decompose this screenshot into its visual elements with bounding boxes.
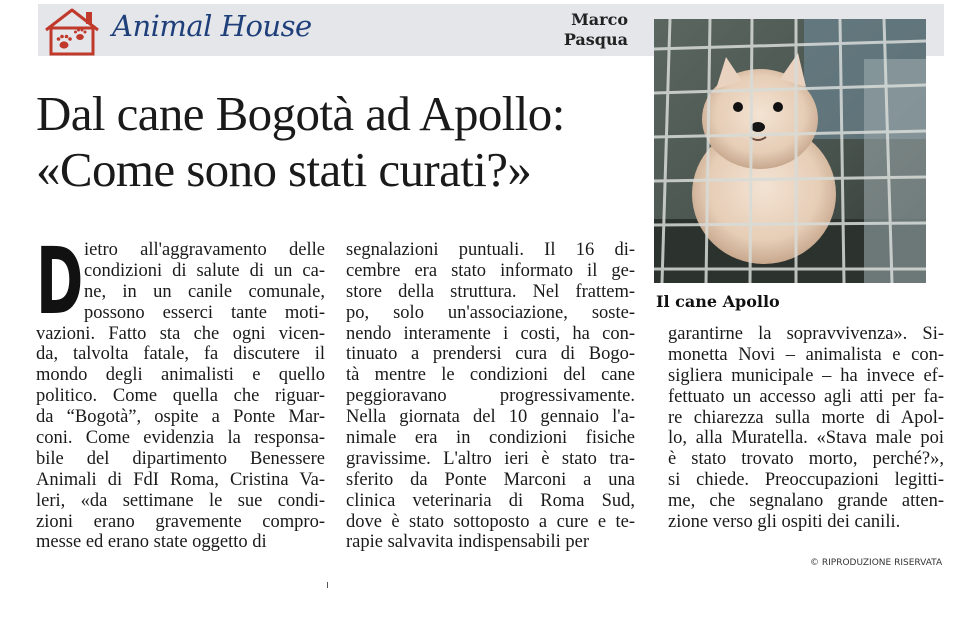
dog-photo (654, 19, 926, 283)
text-line: ietro all'aggravamento delle (84, 240, 325, 260)
text-line: fettuato un accesso agli atti per fa- (668, 386, 944, 407)
author-last-name: Pasqua (563, 30, 628, 49)
article-headline (36, 86, 656, 198)
drop-cap: D (36, 228, 84, 335)
text-line: politico. Come quella che riguar- (36, 386, 325, 407)
house-paw-icon (42, 6, 102, 56)
author-byline (540, 10, 628, 50)
text-line: segnalazioni puntuali. Il 16 di- (346, 240, 635, 260)
text-line: nendo interamente i costi, ha con- (346, 323, 635, 344)
text-line: clinica veterinaria di Roma Sud, (346, 490, 635, 511)
article-column-3 (668, 324, 944, 533)
text-line: da, talvolta fatale, fa discutere il (36, 344, 325, 365)
copyright-notice: © RIPRODUZIONE RISERVATA (810, 558, 943, 568)
text-line: vazioni. Fatto sta che ogni vicen- (36, 323, 325, 344)
text-line: lo, alla Muratella. «Stava male poi (668, 428, 944, 449)
text-line: mondo degli animalisti e quello (36, 365, 325, 386)
dog-in-cage-image (654, 19, 926, 283)
article-column-1 (36, 228, 325, 553)
text-line: ne, in un canile comunale, (84, 281, 325, 302)
text-line: monetta Novi – animalista e con- (668, 344, 944, 365)
text-line: zione verso gli ospiti dei canili. (668, 512, 901, 533)
text-line: me, che segnalano grande atten- (668, 491, 944, 512)
text-line: si chiede. Preoccupazioni legitti- (668, 470, 944, 491)
text-line: possono esserci tante moti- (84, 302, 325, 323)
text-line: Animali di FdI Roma, Cristina Va- (36, 469, 325, 490)
text-line: leri, «da settimane le sue condi- (36, 490, 325, 511)
text-line: coni. Come evidenzia la responsa- (36, 428, 325, 449)
text-line: po, solo un'associazione, soste- (346, 302, 635, 323)
text-line: condizioni di salute di un ca- (84, 260, 325, 281)
text-line: messe ed erano state oggetto di (36, 532, 267, 553)
author-first-name: Marco (571, 10, 628, 29)
text-line: sigliera municipale – ha invece ef- (668, 365, 944, 386)
article-column-2 (346, 240, 635, 553)
text-line: tinuato a prendersi cura di Bogo- (346, 344, 635, 365)
text-line: garantirne la sopravvivenza». Si- (668, 324, 944, 344)
photo-caption: Il cane Apollo (656, 292, 780, 311)
text-line: store della struttura. Nel frattem- (346, 281, 635, 302)
headline-line-1: Dal cane Bogotà ad Apollo: (36, 86, 565, 141)
section-title: Animal House (112, 9, 312, 43)
text-line: tà mentre le condizioni del cane (346, 365, 635, 386)
text-line: sferito da Ponte Marconi a una (346, 469, 635, 490)
text-line: Nella giornata del 10 gennaio l'a- (346, 407, 635, 428)
text-line: è stato trovato morto, perché?», (668, 449, 944, 470)
text-line: da “Bogotà”, ospite a Ponte Mar- (36, 407, 325, 428)
text-line: bile del dipartimento Benessere (36, 448, 325, 469)
text-line: rapie salvavita indispensabili per (346, 532, 589, 553)
text-line: peggioravano progressivamente. (346, 386, 635, 407)
text-line: gravissime. L'altro ieri è stato tra- (346, 448, 635, 469)
text-line: dove è stato sottoposto a cure e te- (346, 511, 635, 532)
text-line: cembre era stato informato il ge- (346, 260, 635, 281)
text-line: re chiarezza sulla morte di Apol- (668, 407, 944, 428)
text-line: zioni erano gravemente compro- (36, 511, 325, 532)
headline-line-2: «Come sono stati curati?» (36, 142, 532, 197)
text-line: nimale era in condizioni fisiche (346, 428, 635, 449)
column-marker (327, 582, 328, 588)
